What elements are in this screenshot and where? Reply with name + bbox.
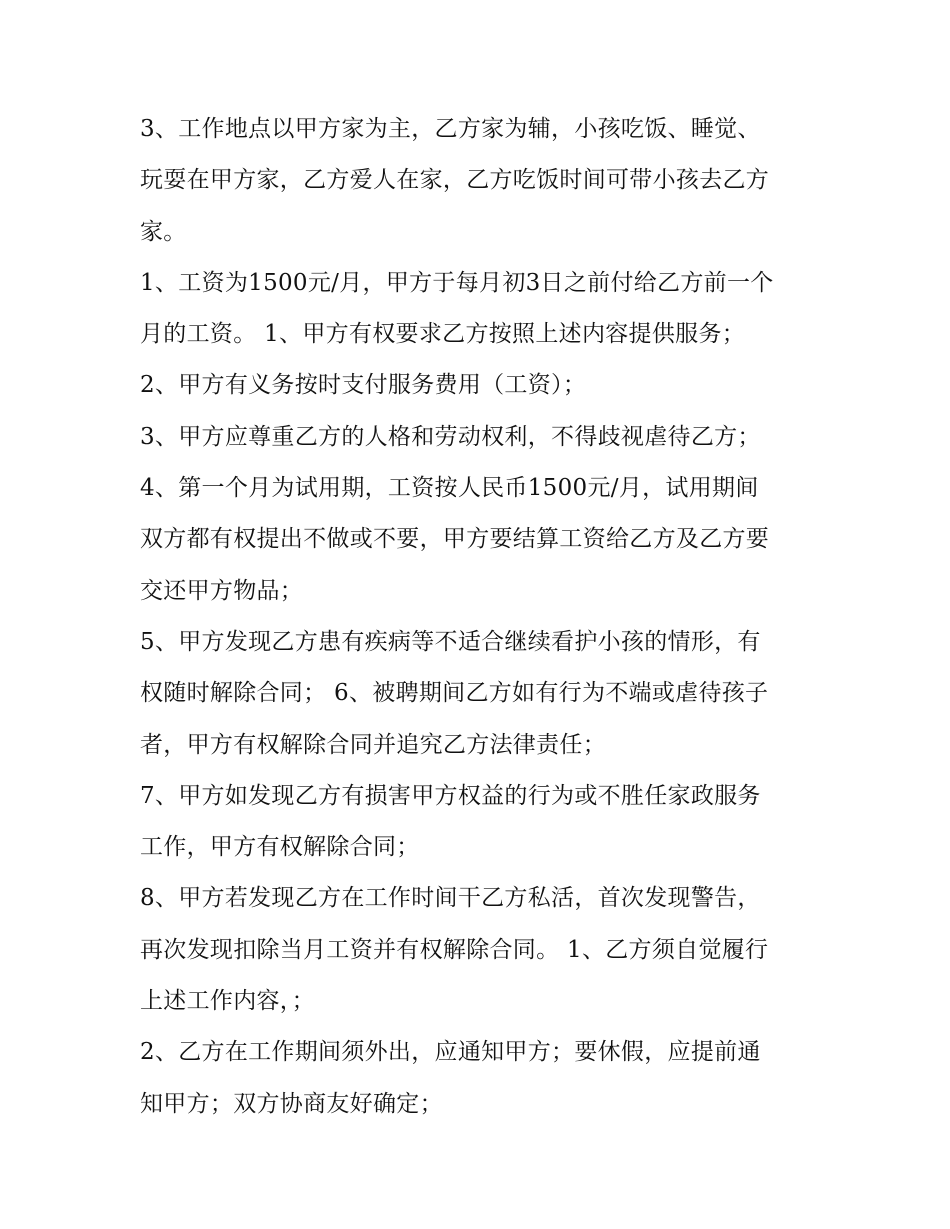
text-line-18: 上述工作内容，； [140,988,315,1015]
text-line-17: 再次发现扣除当月工资并有权解除合同。 1、乙方须自觉履行 [140,936,769,963]
text-line-12: 权随时解除合同； 6、被聘期间乙方如有行为不端或虐待孩子 [140,680,769,707]
text-line-1: 3、工作地点以甲方家为主，乙方家为辅，小孩吃饭、睡觉、 [140,116,761,142]
text-line-16: 8、甲方若发现乙方在工作时间干乙方私活，首次发现警告， [140,885,761,912]
text-line-10: 交还甲方物品； [140,577,304,604]
text-line-11: 5、甲方发现乙方患有疾病等不适合继续看护小孩的情形，有 [140,628,761,655]
text-line-3: 家。 [140,218,187,245]
text-line-4: 1、工资为1500元/月，甲方于每月初3日之前付给乙方前一个 [140,269,774,296]
text-line-9: 双方都有权提出不做或不要，甲方要结算工资给乙方及乙方要 [140,526,770,553]
text-line-5: 月的工资。 1、甲方有权要求乙方按照上述内容提供服务； [140,321,746,348]
text-line-14: 7、甲方如发现乙方有损害甲方权益的行为或不胜任家政服务 [140,782,761,809]
text-line-15: 工作，甲方有权解除合同； [140,834,420,861]
text-line-7: 3、甲方应尊重乙方的人格和劳动权利，不得歧视虐待乙方； [140,423,761,450]
text-line-20: 知甲方；双方协商友好确定； [140,1090,443,1117]
text-line-13: 者，甲方有权解除合同并追究乙方法律责任； [140,731,606,758]
text-line-2: 玩耍在甲方家，乙方爱人在家，乙方吃饭时间可带小孩去乙方 [140,167,770,194]
text-line-19: 2、乙方在工作期间须外出，应通知甲方；要休假，应提前通 [140,1039,761,1066]
document-body [140,104,812,1130]
text-line-8: 4、第一个月为试用期，工资按人民币1500元/月，试用期间 [140,475,759,502]
text-line-6: 2、甲方有义务按时支付服务费用（工资）； [140,372,587,399]
